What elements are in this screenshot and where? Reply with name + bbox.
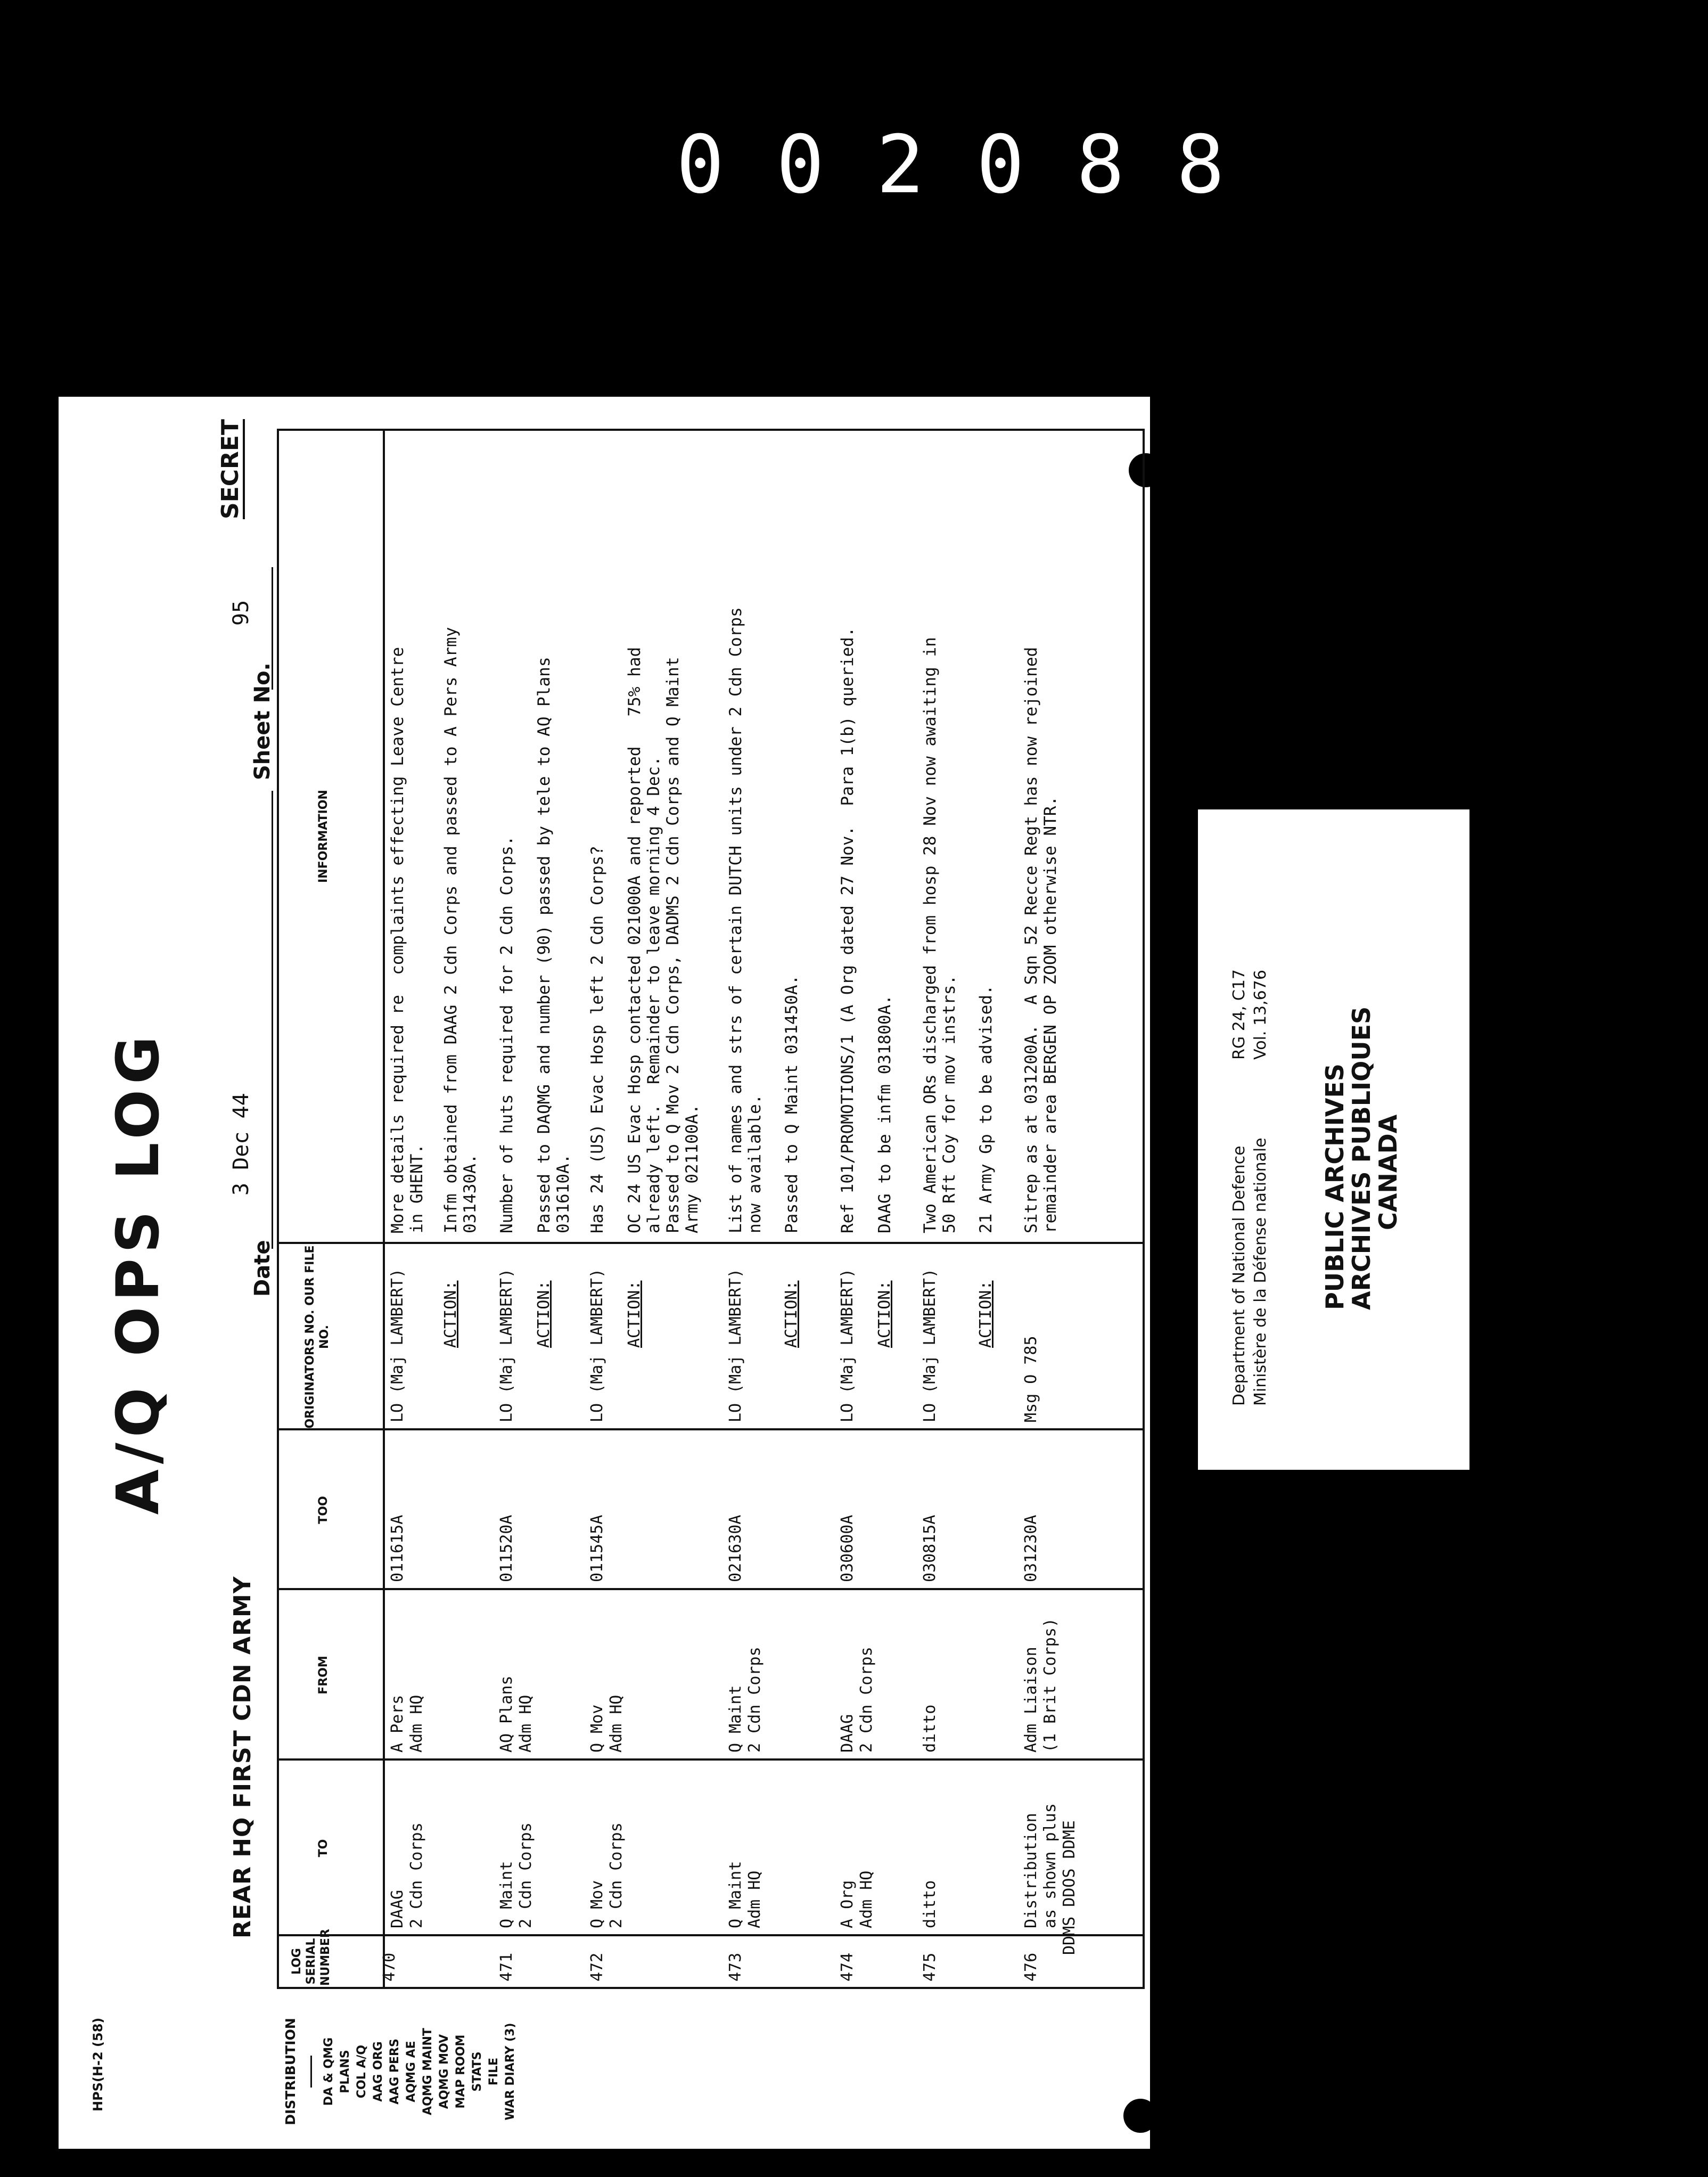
too-cell: 031230A [1022,1515,1040,1582]
from-cell: ditto [921,1704,939,1753]
distribution-item: FILE [487,2057,500,2086]
information-line: 031430A. [461,1153,480,1233]
information-line: 031610A. [554,1153,573,1233]
date-line [272,791,273,1249]
too-cell: 011520A [497,1515,516,1582]
to-cell: Adm HQ [857,1870,876,1928]
frame-digit: 2 [876,119,925,211]
distribution-item: WAR DIARY (3) [504,2023,517,2121]
information-line: Passed to Q Maint 031450A. [782,975,801,1233]
information-line: More details required re complaints effecting Leave Centre [388,646,407,1233]
information-line: Passed to Q Mov 2 Cdn Corps, DADMS 2 Cdn Corps and Q Maint [663,657,683,1233]
too-cell: 030815A [921,1515,939,1582]
to-cell: 2 Cdn Corps [516,1822,535,1928]
volume: Vol. 13,676 [1251,970,1270,1060]
to-cell: 2 Cdn Corps [407,1822,426,1928]
originator-cell: LO (Maj LAMBERT) [838,1268,857,1422]
log-title: A/Q OPS LOG [104,1030,172,1515]
sheet-line [272,567,273,690]
information-line: Army 021100A. [683,1104,702,1233]
frame-digit: 0 [676,119,725,211]
archives-fr: ARCHIVES PUBLIQUES [1347,1006,1376,1310]
unit-name: REAR HQ FIRST CDN ARMY [229,1576,256,1938]
information-line: 50 Rft Coy for mov instrs. [940,975,959,1233]
distribution-item: AQMG MAINT [421,2028,434,2115]
serial-cell: 475 [921,1952,939,1982]
department-fr: Ministère de la Défense nationale [1251,1137,1270,1406]
action-label: ACTION: [782,1280,801,1348]
from-cell: 2 Cdn Corps [857,1647,876,1753]
action-label: ACTION: [535,1280,553,1348]
from-cell: A Pers [388,1695,407,1753]
to-cell: Adm HQ [745,1870,764,1928]
distribution-item: AAG ORG [372,2041,385,2102]
column-rule [279,1242,1143,1244]
information-line: in GHENT. [407,1144,426,1233]
originator-cell: LO (Maj LAMBERT) [388,1268,407,1422]
from-cell: Adm HQ [516,1695,535,1753]
originator-cell: LO (Maj LAMBERT) [497,1268,516,1422]
frame-digit: 0 [976,119,1025,211]
distribution-item: DA & QMG [322,2037,335,2106]
too-cell: 030600A [838,1515,857,1582]
archives-en: PUBLIC ARCHIVES [1320,1063,1349,1310]
date-label: Date [250,1240,275,1297]
to-cell: Distribution [1022,1813,1040,1928]
originator-cell: LO (Maj LAMBERT) [921,1268,939,1422]
information-line: OC 24 US Evac Hosp contacted 021000A and reported 75% had [625,646,644,1233]
from-cell: Q Mov [588,1704,606,1753]
log-sheet-content [59,397,1150,2149]
distribution-item: PLANS [339,2050,352,2093]
column-rule [279,1934,1143,1936]
sheet-number: 95 [229,600,253,626]
originator-cell: LO (Maj LAMBERT) [588,1268,606,1422]
distribution-item: STATS [471,2051,484,2092]
archive-label [1198,809,1469,1470]
originators-header: ORIGINATORS NO. OUR FILE NO. [303,1245,331,1429]
originator-cell: Msg O 785 [1022,1336,1040,1422]
too-cell: 021630A [726,1515,745,1582]
action-label: ACTION: [625,1280,644,1348]
distribution-title: DISTRIBUTION [283,2018,298,2125]
originator-cell: LO (Maj LAMBERT) [726,1268,745,1422]
information-line: Number of huts required for 2 Cdn Corps. [497,836,516,1233]
information-line: List of names and strs of certain DUTCH units under 2 Cdn Corps [726,607,745,1233]
frame-number [676,119,1225,211]
frame-digit: 0 [776,119,825,211]
archives-country: CANADA [1374,1114,1402,1230]
from-cell: Adm HQ [407,1695,426,1753]
date-value: 3 Dec 44 [229,1093,253,1196]
serial-cell: 474 [838,1952,857,1982]
information-line: remainder area BERGEN OP ZOOM otherwise NTR. [1041,796,1060,1233]
to-cell: DAAG [388,1889,407,1928]
information-line: 21 Army Gp to be advised. [976,985,996,1233]
distribution-item: AAG PERS [388,2039,401,2105]
column-rule [279,1758,1143,1761]
to-cell: Q Mov [588,1880,606,1928]
to-cell: Q Maint [726,1861,745,1928]
to-cell: 2 Cdn Corps [607,1822,626,1928]
action-label: ACTION: [875,1280,894,1348]
to-cell: as shown plus [1041,1803,1060,1928]
too-cell: 011615A [388,1515,407,1582]
to-cell: A Org [838,1880,857,1928]
information-line: Sitrep as at 031200A. A Sqn 52 Recce Regt has now rejoined [1022,646,1041,1233]
to-cell: ditto [921,1880,939,1928]
serial-cell: 473 [726,1952,745,1982]
from-cell: Adm Liaison [1022,1647,1040,1753]
column-rule [279,1588,1143,1590]
serial-cell: 471 [497,1952,516,1982]
distribution-item: MAP ROOM [454,2034,467,2109]
serial-cell: 476 [1022,1952,1040,1982]
serial-cell: 472 [588,1952,606,1982]
too-header: TOO [317,1496,330,1524]
sheet-label: Sheet No. [250,662,275,780]
from-cell: Adm HQ [607,1695,626,1753]
form-number: HPS(H-2 (58) [91,2017,105,2111]
information-header: INFORMATION [317,790,330,883]
frame-digit: 8 [1076,119,1125,211]
from-cell: 2 Cdn Corps [745,1647,764,1753]
to-cell: DDMS DDOS DDME [1060,1820,1079,1955]
from-cell: Q Maint [726,1685,745,1753]
serial-header: LOG SERIAL NUMBER [290,1929,332,1986]
department-en: Department of National Defence [1230,1145,1249,1406]
from-cell: (1 Brit Corps) [1041,1618,1060,1753]
distribution-item: AQMG MOV [438,2034,451,2109]
too-cell: 011545A [588,1515,606,1582]
information-line: DAAG to be infm 031800A. [875,995,894,1233]
information-line: Infm obtained from DAAG 2 Cdn Corps and passed to A Pers Army [441,627,461,1233]
information-line: Two American ORs discharged from hosp 28 Nov now awaiting in [921,637,940,1233]
information-line: already left. Remainder to leave morning 4 Dec. [644,756,663,1233]
to-cell: Q Maint [497,1861,516,1928]
serial-cell: 470 [380,1952,399,1982]
action-label: ACTION: [976,1280,995,1348]
record-group: RG 24, C17 [1230,969,1249,1060]
distribution-rule [303,2056,312,2088]
log-sheet [59,397,1150,2149]
information-line: Has 24 (US) Evac Hosp left 2 Cdn Corps? [588,846,607,1233]
log-table [277,429,1145,1989]
frame-digit: 8 [1176,119,1225,211]
to-header: TO [317,1839,330,1857]
from-cell: AQ Plans [497,1675,516,1753]
column-rule [279,1428,1143,1430]
from-header: FROM [317,1656,330,1695]
distribution-list [282,1994,519,2149]
punch-hole [1123,2099,1157,2133]
information-line: Passed to DAQMG and number (90) passed by tele to AQ Plans [535,657,554,1233]
information-line: now available. [745,1094,765,1233]
information-line: Ref 101/PROMOTIONS/1 (A Org dated 27 Nov. Para 1(b) queried. [838,627,857,1233]
distribution-item: AQMG AE [405,2041,418,2102]
from-cell: DAAG [838,1714,857,1753]
distribution-item: COL A/Q [355,2044,368,2099]
archive-label-content [1198,809,1469,1470]
header-rule [383,431,385,1987]
classification: SECRET [217,419,244,519]
action-label: ACTION: [441,1280,460,1348]
